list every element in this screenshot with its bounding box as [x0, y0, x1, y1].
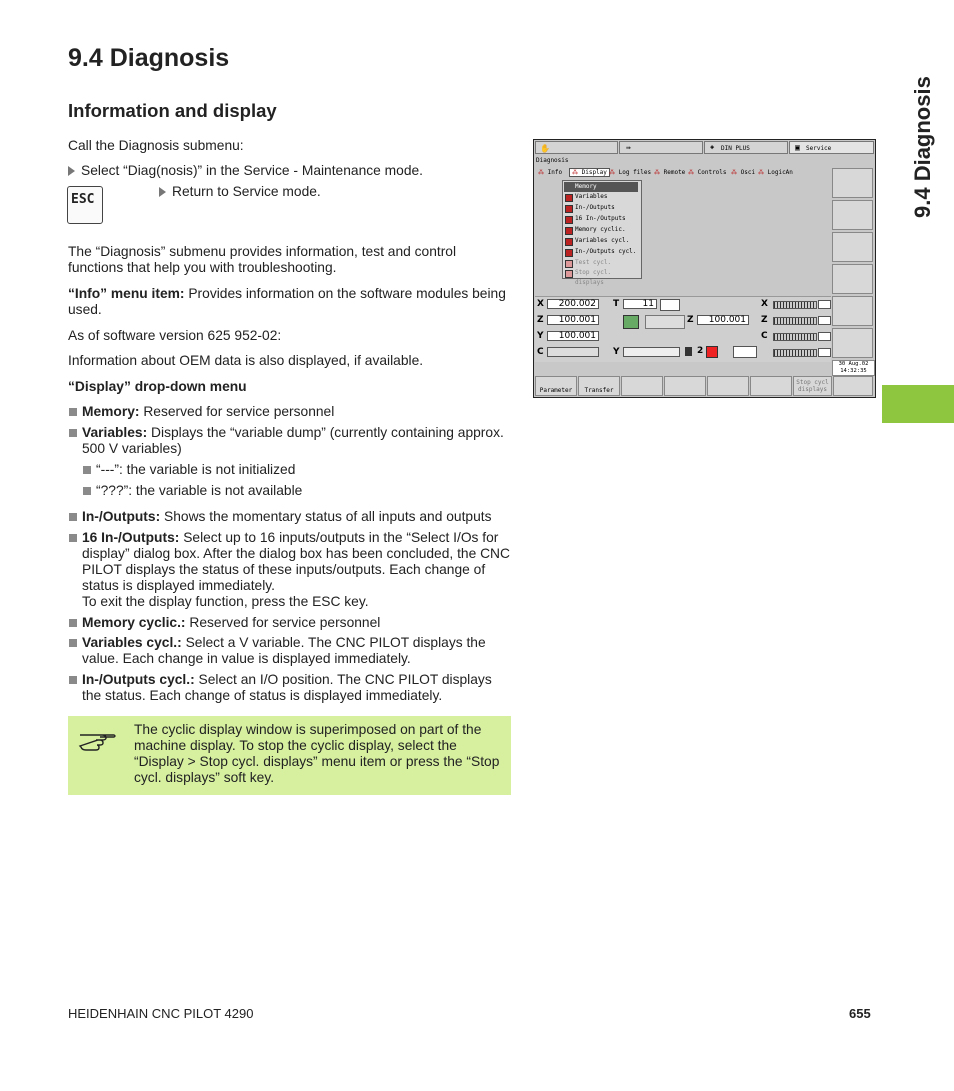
item-icon — [565, 205, 573, 213]
axis-label: Z — [687, 315, 694, 325]
softkey-empty[interactable] — [833, 376, 873, 396]
display-dropdown — [562, 180, 642, 286]
page-heading: 9.4 Diagnosis — [68, 44, 230, 72]
softkey-transfer[interactable] — [578, 376, 620, 396]
time-text: 14:32:35 — [840, 368, 867, 374]
menu-icon: ⁂ — [609, 169, 615, 176]
item-label: Memory cyclic.: — [82, 615, 186, 630]
item-text: Reserved for service personnel — [189, 615, 381, 630]
spindle-label: X — [761, 299, 768, 309]
info-paragraph — [68, 286, 513, 318]
list-item — [68, 635, 513, 667]
list-item — [68, 509, 518, 525]
window-title: Diagnosis — [536, 157, 569, 164]
note-box — [68, 716, 511, 795]
spindle-icon — [685, 347, 692, 356]
item-icon — [565, 249, 573, 257]
menu-remote[interactable] — [654, 169, 685, 176]
dropdown-item[interactable]: Variables — [575, 193, 608, 200]
tool-value: 11 — [623, 299, 657, 309]
tab-automatic[interactable] — [619, 141, 703, 154]
spindle-number: 2 — [697, 346, 704, 356]
softkey-empty[interactable] — [707, 376, 749, 396]
menu-icon: ⁂ — [572, 169, 578, 176]
hand-icon: ✋ — [540, 144, 550, 153]
axis-value: 200.002 — [547, 299, 599, 309]
list-item — [68, 530, 513, 610]
datetime-display — [832, 360, 875, 376]
bullet-icon — [69, 408, 77, 416]
item-label: In-/Outputs cycl.: — [82, 672, 195, 687]
softkey-empty[interactable] — [621, 376, 663, 396]
side-title-svg — [882, 50, 942, 220]
menu-logican[interactable] — [758, 169, 793, 176]
program-icon: ⇛ — [626, 143, 631, 152]
bullet-icon — [69, 619, 77, 627]
softkey-stop-cycl-displays[interactable] — [793, 376, 832, 396]
item-icon — [565, 227, 573, 235]
display-menu-heading: “Display” drop-down menu — [68, 379, 247, 394]
menu-info[interactable] — [538, 169, 562, 176]
bullet-icon — [69, 429, 77, 437]
softkey-empty[interactable] — [664, 376, 706, 396]
load-percent — [818, 300, 831, 309]
version-paragraph: As of software version 625 952-02: — [68, 328, 282, 343]
footer-text: HEIDENHAIN CNC PILOT 4290 — [68, 1006, 254, 1021]
softkey-label: Stop cycl displays — [796, 379, 829, 393]
step-text: Select “Diag(nosis)” in the Service - Maintenance mode. — [81, 163, 424, 178]
softkey-right[interactable] — [832, 296, 873, 326]
menu-label: Info — [547, 169, 563, 176]
menu-icon: ⁂ — [654, 169, 660, 176]
pointing-hand-icon — [78, 726, 118, 752]
menu-icon: ⁂ — [731, 169, 737, 176]
softkey-right[interactable] — [832, 200, 873, 230]
tool-icon — [623, 315, 639, 329]
stop-indicator — [706, 346, 718, 358]
axis-label: Z — [537, 315, 544, 325]
item-label: Variables: — [82, 425, 148, 440]
bullet-icon — [69, 534, 77, 542]
info-text: Provides information on the software modules being used. — [68, 286, 506, 317]
menu-icon: ⁂ — [688, 169, 694, 176]
menu-label: Controls — [697, 169, 727, 176]
date-text: 30 Aug.02 — [838, 361, 869, 367]
dropdown-item[interactable]: Memory cyclic. — [575, 226, 626, 233]
menu-label: Log files — [618, 169, 652, 176]
feed-indicator — [645, 315, 685, 329]
dropdown-item[interactable]: In-/Outputs — [575, 204, 615, 211]
softkey-right[interactable] — [832, 232, 873, 262]
item-label: Memory: — [82, 404, 140, 419]
axis-label: C — [537, 347, 544, 357]
list-item — [68, 425, 513, 457]
bullet-icon — [69, 639, 77, 647]
load-gauge — [773, 349, 817, 357]
oem-paragraph: Information about OEM data is also displayed, if available. — [68, 353, 424, 368]
tool-label: T — [613, 299, 620, 309]
menu-display[interactable] — [569, 168, 610, 177]
note-text: The cyclic display window is superimposed on part of the machine display. To stop the cyclic display, select the “Display > Stop cycl. displays” menu item or press the “Stop cycl. displays” soft key. — [134, 722, 500, 785]
load-gauge — [773, 301, 817, 309]
sub-item-text: “???”: the variable is not available — [96, 483, 303, 498]
list-item — [68, 615, 513, 631]
softkey-label: Transfer — [584, 387, 614, 394]
section-heading: Information and display — [68, 100, 277, 121]
softkey-right[interactable] — [832, 168, 873, 198]
axis-label: X — [537, 299, 544, 309]
machine-display — [535, 296, 831, 362]
item-label: Variables cycl.: — [82, 635, 182, 650]
softkey-empty[interactable] — [750, 376, 792, 396]
axis-label: Y — [613, 347, 620, 357]
bullet-icon — [83, 487, 91, 495]
load-gauge — [773, 333, 817, 341]
menu-label: Osci — [740, 169, 756, 176]
list-item — [68, 672, 513, 704]
item-text-2: To exit the display function, press the ESC key. — [82, 594, 369, 609]
menu-controls[interactable] — [688, 169, 727, 176]
softkey-parameter[interactable] — [535, 376, 577, 396]
arrow-icon — [68, 166, 75, 176]
item-text: Select up to 16 inputs/outputs in the “Select I/Os for display” dialog box. After the dialog box has been concluded, the CNC PILOT displays the status of these inputs/outputs. Each change of status is displayed immediately. — [82, 530, 510, 593]
step-select — [68, 163, 513, 179]
item-text: Reserved for service personnel — [143, 404, 335, 419]
load-percent — [818, 316, 831, 325]
bullet-icon — [83, 466, 91, 474]
menu-label: Remote — [663, 169, 686, 176]
dropdown-item[interactable]: In-/Outputs cycl. — [575, 248, 637, 255]
item-icon — [565, 260, 573, 268]
menu-bar — [535, 168, 832, 179]
item-text: Displays the “variable dump” (currently containing approx. 500 V variables) — [82, 425, 504, 456]
spindle-label: C — [761, 331, 768, 341]
call-text: Call the Diagnosis submenu: — [68, 138, 244, 153]
esc-key-icon: ESC — [67, 186, 103, 224]
sub-list-item — [82, 462, 512, 478]
axis-value: 100.001 — [547, 331, 599, 341]
side-title-text: 9.4 Diagnosis — [910, 76, 935, 218]
service-icon: ▣ — [795, 143, 800, 152]
load-percent — [818, 348, 831, 357]
softkey-right[interactable] — [832, 328, 873, 358]
tab-din-plus[interactable] — [704, 141, 788, 154]
item-label: In-/Outputs: — [82, 509, 161, 524]
load-percent — [818, 332, 831, 341]
spindle-speed-field — [733, 346, 757, 358]
info-label: “Info” menu item: — [68, 286, 185, 301]
page-number: 655 — [849, 1006, 871, 1021]
axis-value — [547, 347, 599, 357]
chapter-tab-marker — [882, 385, 954, 423]
arrow-icon — [159, 187, 166, 197]
load-gauge — [773, 317, 817, 325]
item-icon — [565, 270, 573, 278]
item-text: Select a V variable. The CNC PILOT displays the value. Each change in value is displayed immediately. — [82, 635, 486, 666]
din-icon: ◈ — [710, 143, 715, 151]
dropdown-item[interactable]: Memory — [564, 182, 638, 192]
dropdown-item[interactable]: Test cycl. — [575, 259, 612, 266]
tab-label: Service — [806, 145, 832, 152]
dropdown-item[interactable]: Variables cycl. — [575, 237, 630, 244]
tab-label: DIN PLUS — [721, 145, 750, 152]
item-label: 16 In-/Outputs: — [82, 530, 180, 545]
dropdown-item[interactable]: 16 In-/Outputs — [575, 215, 626, 222]
item-icon — [565, 238, 573, 246]
tool-offset-field — [660, 299, 680, 311]
menu-icon: ⁂ — [758, 169, 764, 176]
menu-label: LogicAn — [767, 169, 793, 176]
side-chapter-title — [882, 50, 942, 220]
sub-item-text: “---”: the variable is not initialized — [96, 462, 296, 477]
bullet-icon — [69, 513, 77, 521]
sub-list-item — [82, 483, 512, 499]
tab-service[interactable] — [789, 141, 874, 154]
load-bar — [623, 347, 680, 357]
intro-paragraph: The “Diagnosis” submenu provides information, test and control functions that help you with troubleshooting. — [68, 244, 457, 275]
item-text: Select an I/O position. The CNC PILOT displays the status. Each change of status is displayed immediately. — [82, 672, 492, 703]
tab-machine[interactable] — [535, 141, 618, 154]
step-esc — [159, 184, 459, 200]
esc-text: Return to Service mode. — [172, 184, 321, 199]
axis-value: 100.001 — [547, 315, 599, 325]
axis-label: Y — [537, 331, 544, 341]
menu-log-files[interactable] — [609, 169, 651, 176]
item-icon — [565, 194, 573, 202]
spindle-label: Z — [761, 315, 768, 325]
softkey-right[interactable] — [832, 264, 873, 294]
cnc-screen — [533, 139, 876, 398]
menu-icon: ⁂ — [538, 169, 544, 176]
axis-value: 100.001 — [697, 315, 749, 325]
menu-label: Display — [581, 169, 607, 176]
item-icon — [565, 216, 573, 224]
menu-osci[interactable] — [731, 169, 755, 176]
bullet-icon — [69, 676, 77, 684]
list-item — [68, 404, 513, 420]
softkey-label: Parameter — [539, 387, 573, 394]
dropdown-item[interactable]: Stop cycl. displays — [575, 269, 612, 286]
item-text: Shows the momentary status of all inputs and outputs — [164, 509, 492, 524]
